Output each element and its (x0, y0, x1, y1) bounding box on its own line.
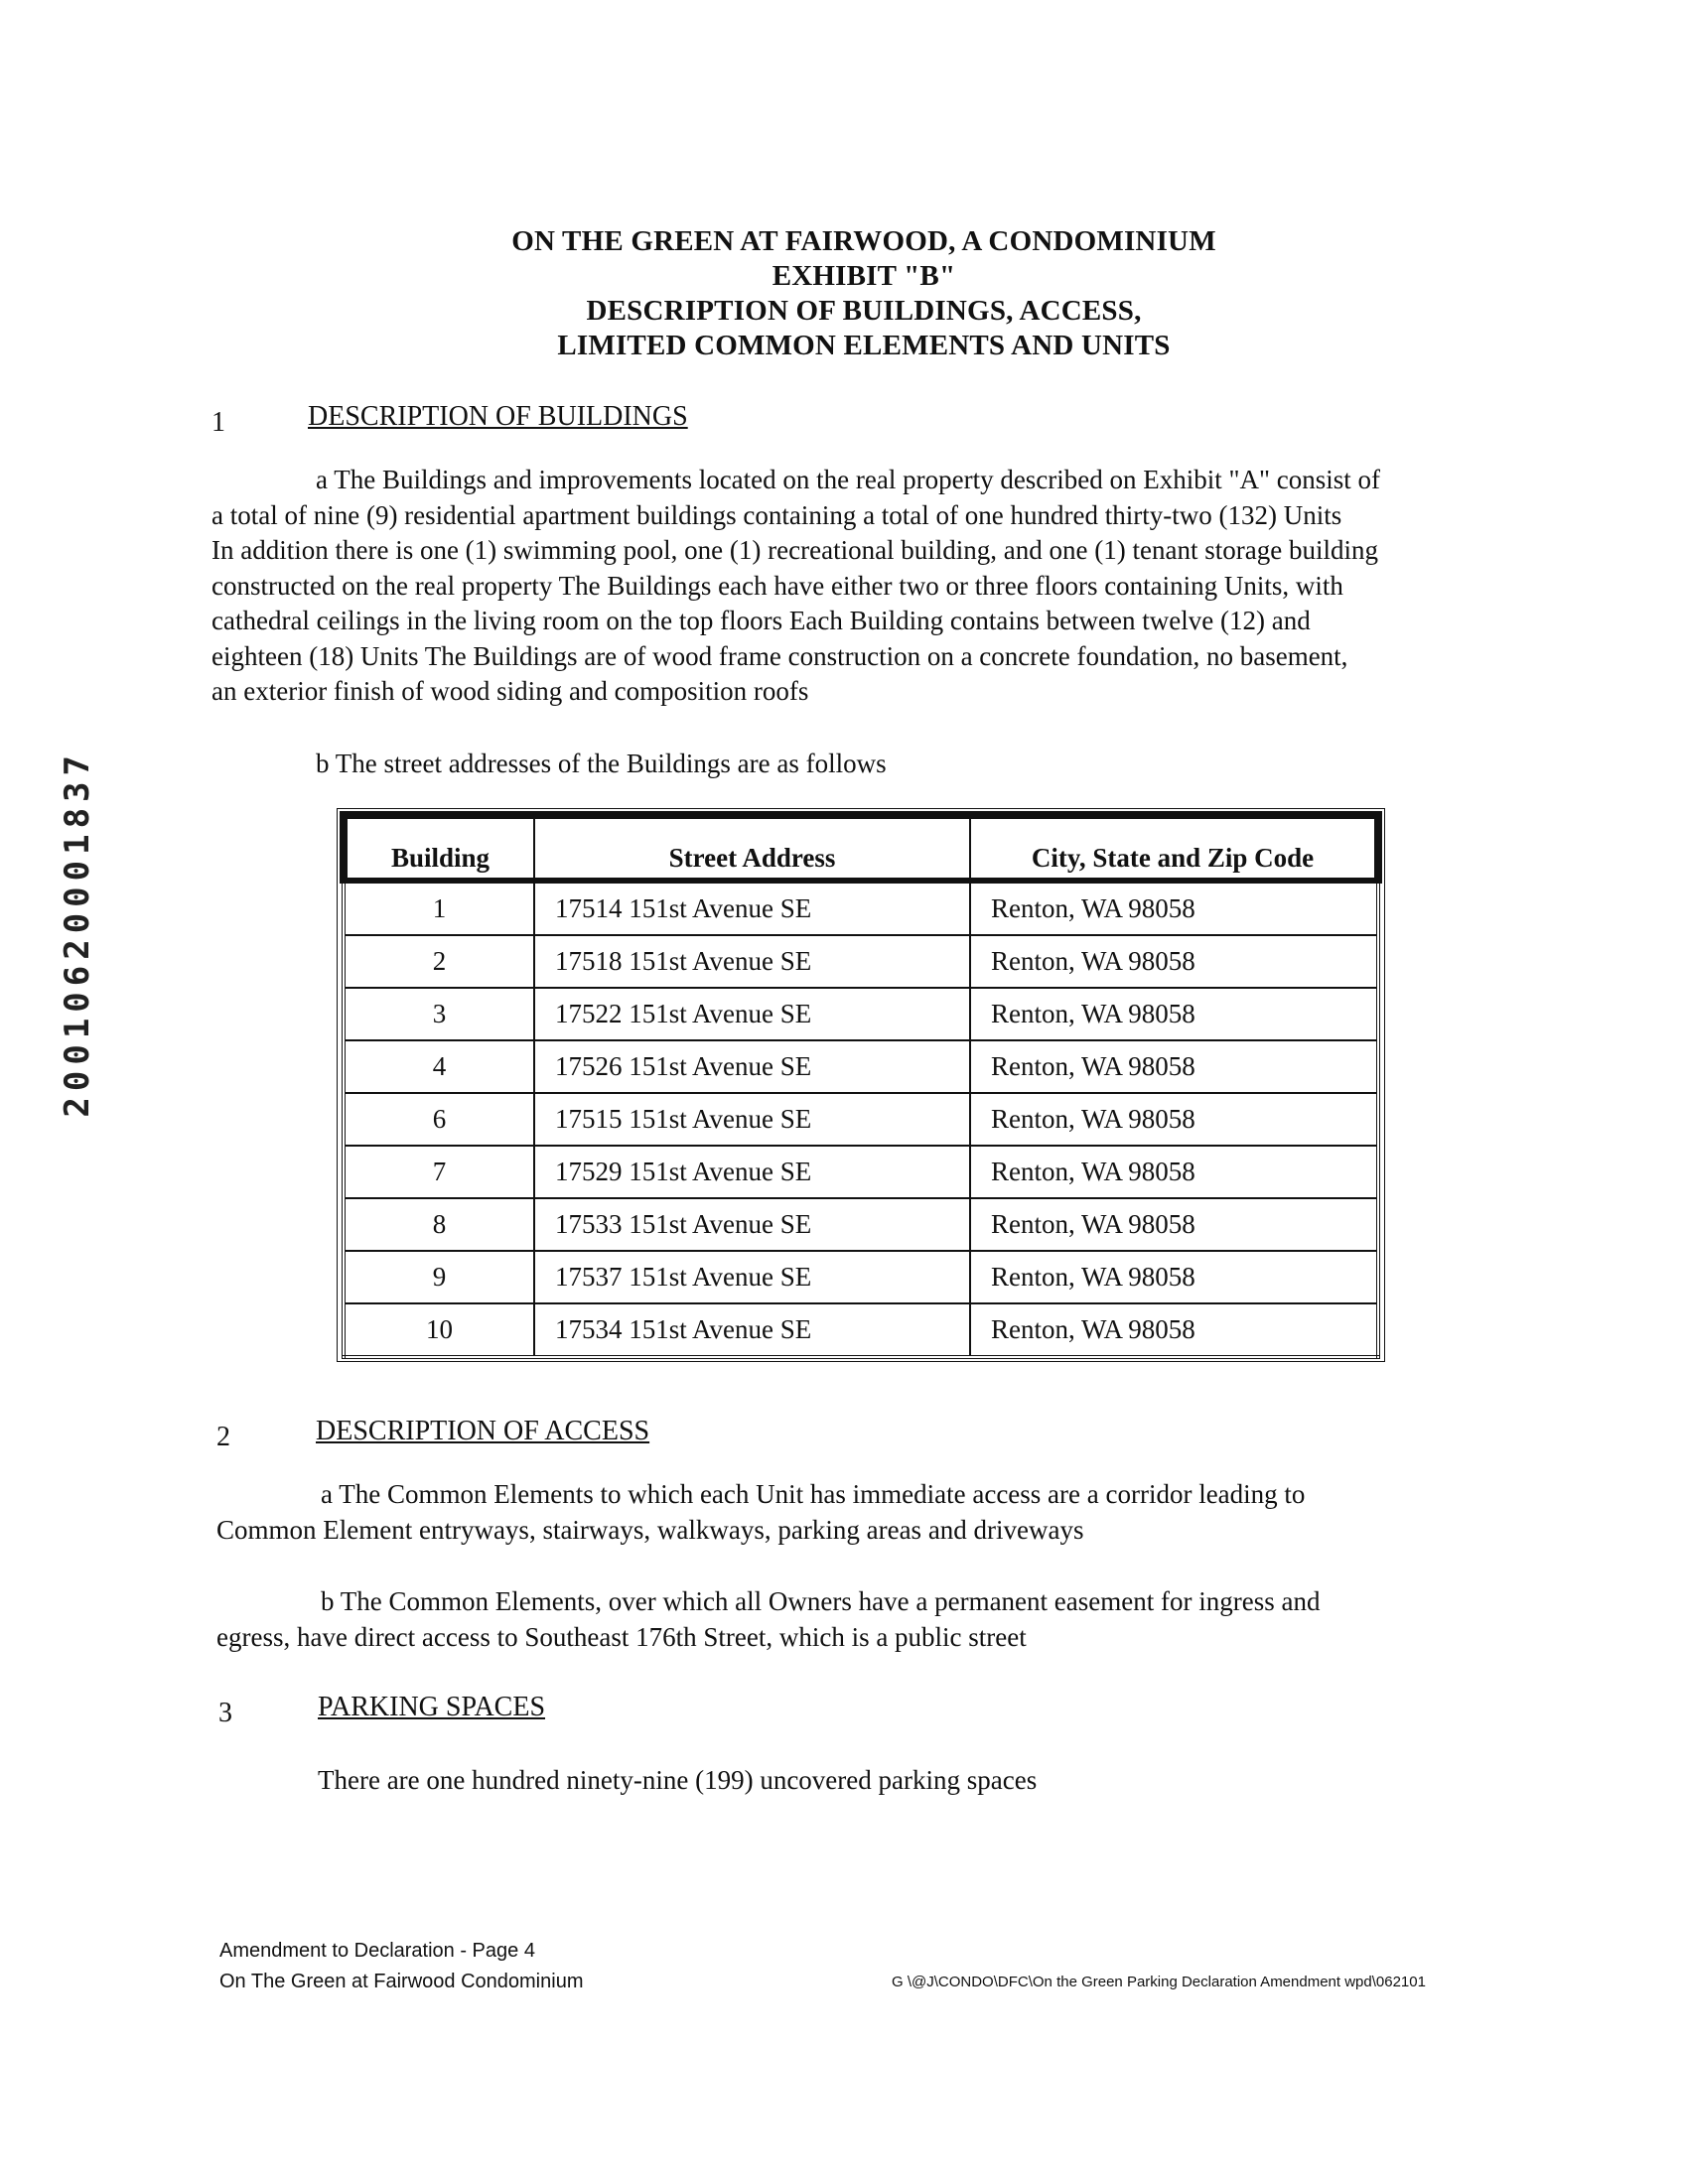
section-2-heading: DESCRIPTION OF ACCESS (316, 1416, 650, 1446)
street-cell: 17518 151st Avenue SE (534, 935, 970, 988)
table-row (344, 1303, 1378, 1357)
building-cell: 8 (344, 1198, 534, 1251)
footer-file-path: G \@J\CONDO\DFC\On the Green Parking Declaration Amendment wpd\062101 (892, 1974, 1426, 1990)
paragraph-line: eighteen (18) Units The Buildings are of wood frame construction on a concrete foundation, no basement, (211, 640, 1348, 671)
section-1-paragraph-b: b The street addresses of the Buildings are as follows (316, 749, 887, 778)
city-cell: Renton, WA 98058 (970, 881, 1378, 935)
street-cell: 17526 151st Avenue SE (534, 1040, 970, 1093)
paragraph-line: constructed on the real property The Buildings each have either two or three floors containing Units, with (211, 570, 1343, 601)
street-cell: 17534 151st Avenue SE (534, 1303, 970, 1357)
table-row (344, 1251, 1378, 1303)
section-1-paragraph-a (211, 463, 1532, 710)
building-cell: 4 (344, 1040, 534, 1093)
building-cell: 10 (344, 1303, 534, 1357)
table-row (344, 1093, 1378, 1146)
street-cell: 17537 151st Avenue SE (534, 1251, 970, 1303)
street-cell: 17529 151st Avenue SE (534, 1146, 970, 1198)
building-cell: 6 (344, 1093, 534, 1146)
street-cell: 17514 151st Avenue SE (534, 881, 970, 935)
building-cell: 1 (344, 881, 534, 935)
paragraph-line: egress, have direct access to Southeast 176th Street, which is a public street (216, 1621, 1027, 1652)
street-cell: 17533 151st Avenue SE (534, 1198, 970, 1251)
building-cell: 9 (344, 1251, 534, 1303)
paragraph-line: cathedral ceilings in the living room on the top floors Each Building contains between twelve (12) and (211, 606, 1311, 635)
table-row (344, 1040, 1378, 1093)
city-cell: Renton, WA 98058 (970, 1040, 1378, 1093)
title-line-2: EXHIBIT "B" (772, 260, 956, 292)
city-cell: Renton, WA 98058 (970, 1303, 1378, 1357)
city-cell: Renton, WA 98058 (970, 988, 1378, 1040)
page-footer (219, 1936, 583, 1997)
street-cell: 17515 151st Avenue SE (534, 1093, 970, 1146)
recording-number-stamp: 20010620001837 (58, 750, 97, 1118)
column-header-building: Building (344, 815, 534, 881)
column-header-city-state-zip: City, State and Zip Code (970, 815, 1378, 881)
document-title (397, 224, 1331, 363)
paragraph-line: an exterior finish of wood siding and composition roofs (211, 676, 809, 706)
city-cell: Renton, WA 98058 (970, 1251, 1378, 1303)
title-line-3: DESCRIPTION OF BUILDINGS, ACCESS, (586, 295, 1142, 327)
table-row (344, 1198, 1378, 1251)
title-line-4: LIMITED COMMON ELEMENTS AND UNITS (557, 330, 1171, 361)
section-1-number: 1 (211, 407, 225, 438)
city-cell: Renton, WA 98058 (970, 1146, 1378, 1198)
street-cell: 17522 151st Avenue SE (534, 988, 970, 1040)
building-cell: 2 (344, 935, 534, 988)
table-row (344, 881, 1378, 935)
paragraph-line: a The Common Elements to which each Unit has immediate access are a corridor leading to (321, 1479, 1306, 1509)
section-3-heading: PARKING SPACES (318, 1692, 546, 1722)
paragraph-line: Common Element entryways, stairways, walkways, parking areas and driveways (216, 1514, 1084, 1545)
building-address-table (340, 811, 1382, 1359)
building-cell: 7 (344, 1146, 534, 1198)
section-2-paragraph-a (216, 1477, 1527, 1548)
section-3-number: 3 (218, 1698, 232, 1728)
section-2-number: 2 (216, 1422, 230, 1452)
section-1-heading: DESCRIPTION OF BUILDINGS (308, 401, 688, 432)
paragraph-line: a The Buildings and improvements located on the real property described on Exhibit "A" consist of (316, 465, 1381, 494)
table-row (344, 935, 1378, 988)
city-cell: Renton, WA 98058 (970, 1198, 1378, 1251)
paragraph-line: In addition there is one (1) swimming pool, one (1) recreational building, and one (1) tenant storage building (211, 535, 1378, 565)
building-cell: 3 (344, 988, 534, 1040)
city-cell: Renton, WA 98058 (970, 935, 1378, 988)
table-header-row (344, 815, 1378, 881)
section-3-paragraph: There are one hundred ninety-nine (199) uncovered parking spaces (318, 1765, 1038, 1795)
table-row (344, 988, 1378, 1040)
column-header-street-address: Street Address (534, 815, 970, 881)
city-cell: Renton, WA 98058 (970, 1093, 1378, 1146)
paragraph-line: b The Common Elements, over which all Owners have a permanent easement for ingress and (321, 1586, 1321, 1616)
footer-line-2: On The Green at Fairwood Condominium (219, 1971, 584, 1992)
paragraph-line: a total of nine (9) residential apartment buildings containing a total of one hundred thirty-two (132) Units (211, 499, 1342, 530)
table-row (344, 1146, 1378, 1198)
title-line-1: ON THE GREEN AT FAIRWOOD, A CONDOMINIUM (511, 225, 1216, 257)
footer-line-1: Amendment to Declaration - Page 4 (219, 1940, 535, 1962)
section-2-paragraph-b (216, 1584, 1527, 1655)
